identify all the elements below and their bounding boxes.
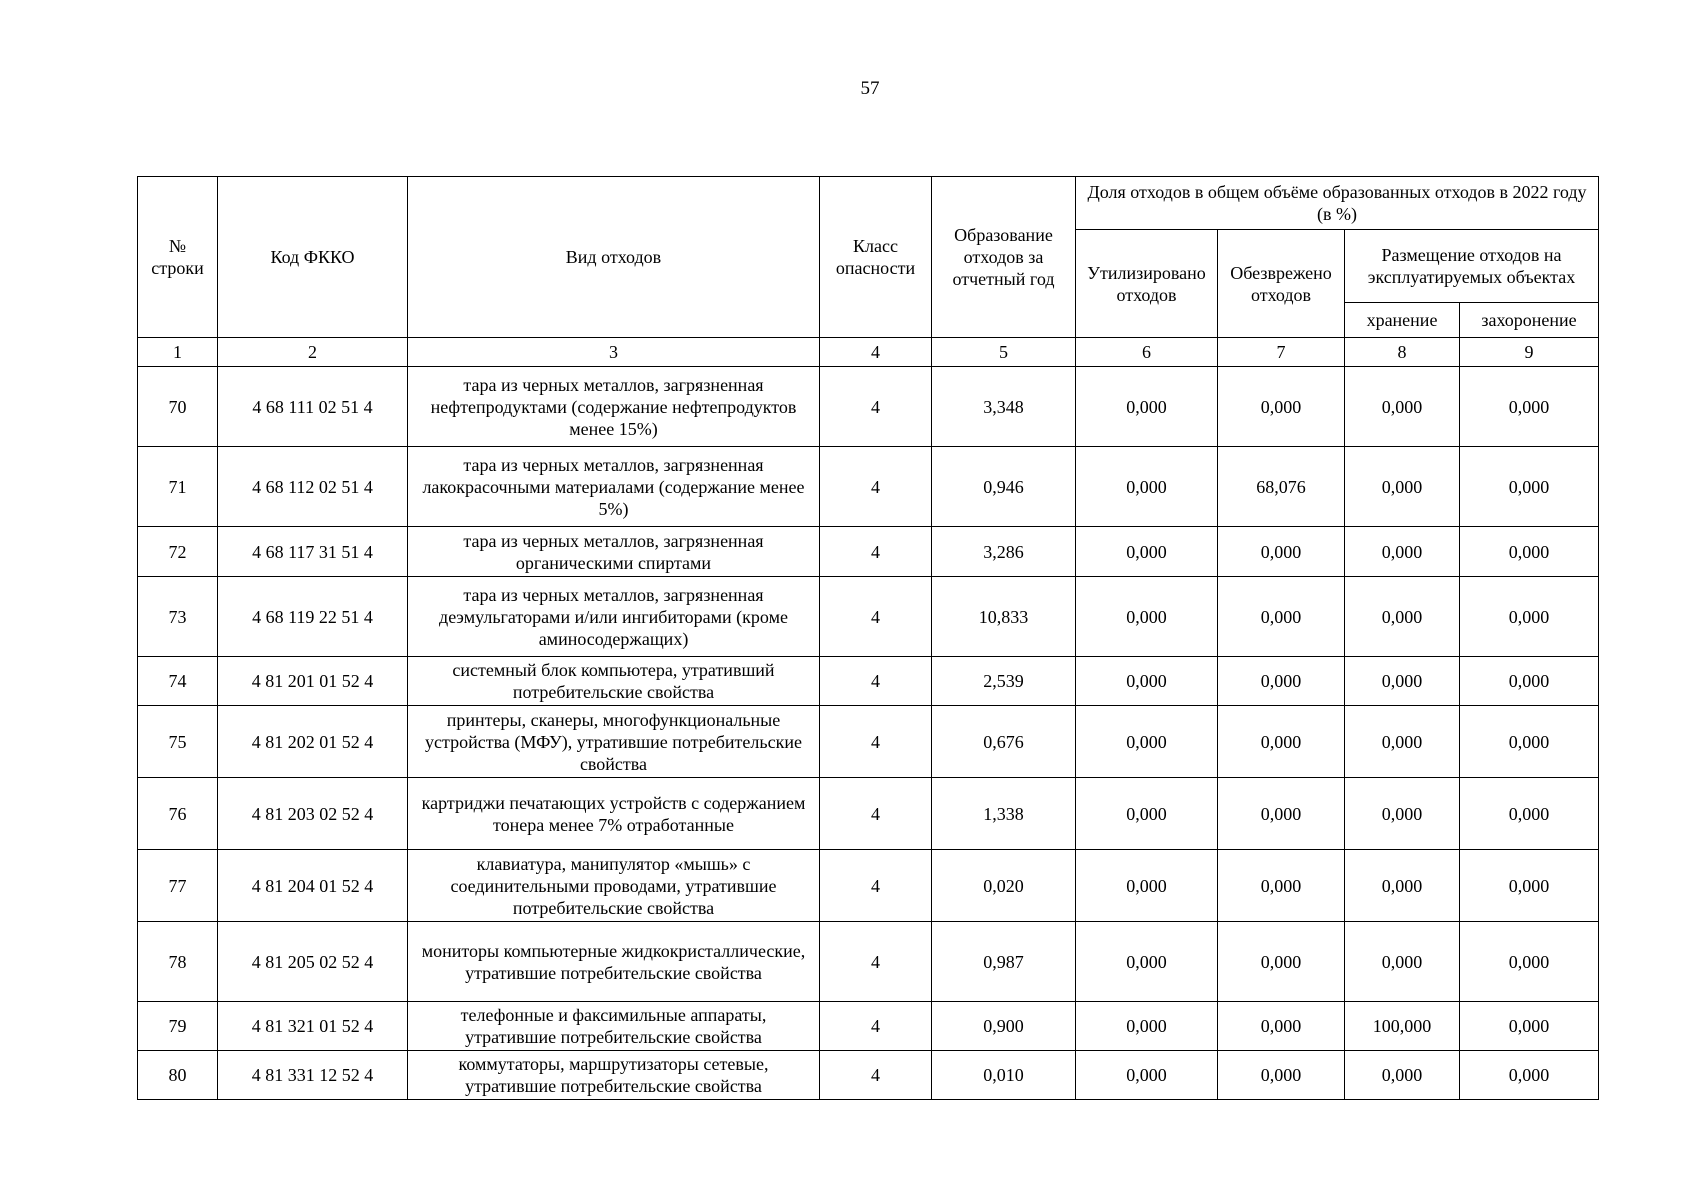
table-row — [138, 657, 1599, 706]
burial-cell: 0,000 — [1460, 778, 1599, 850]
header-row-no: № строки — [138, 177, 218, 338]
fkko-code-cell: 4 68 119 22 51 4 — [218, 577, 408, 657]
neutralized-cell: 0,000 — [1218, 1051, 1345, 1100]
fkko-code-cell: 4 68 112 02 51 4 — [218, 447, 408, 527]
utilized-cell: 0,000 — [1076, 657, 1218, 706]
waste-type-cell: клавиатура, манипулятор «мышь» с соединительными проводами, утратившие потребительские свойства — [408, 850, 820, 922]
burial-cell: 0,000 — [1460, 367, 1599, 447]
hazard-class-cell: 4 — [820, 657, 932, 706]
row-number-cell: 79 — [138, 1002, 218, 1051]
generated-cell: 2,539 — [932, 657, 1076, 706]
row-number-cell: 73 — [138, 577, 218, 657]
hazard-class-cell: 4 — [820, 527, 932, 577]
header-generated: Образование отходов за отчетный год — [932, 177, 1076, 338]
table-row — [138, 367, 1599, 447]
hazard-class-cell: 4 — [820, 850, 932, 922]
burial-cell: 0,000 — [1460, 527, 1599, 577]
neutralized-cell: 0,000 — [1218, 778, 1345, 850]
neutralized-cell: 0,000 — [1218, 1002, 1345, 1051]
row-number-cell: 72 — [138, 527, 218, 577]
neutralized-cell: 0,000 — [1218, 527, 1345, 577]
waste-type-cell: тара из черных металлов, загрязненная деэмульгаторами и/или ингибиторами (кроме аминосодержащих) — [408, 577, 820, 657]
neutralized-cell: 68,076 — [1218, 447, 1345, 527]
waste-type-cell: картриджи печатающих устройств с содержанием тонера менее 7% отработанные — [408, 778, 820, 850]
table-row — [138, 706, 1599, 778]
header-fkko-code: Код ФККО — [218, 177, 408, 338]
fkko-code-cell: 4 81 201 01 52 4 — [218, 657, 408, 706]
column-number: 7 — [1218, 338, 1345, 367]
generated-cell: 3,286 — [932, 527, 1076, 577]
header-waste-type: Вид отходов — [408, 177, 820, 338]
column-number: 4 — [820, 338, 932, 367]
storage-cell: 0,000 — [1345, 657, 1460, 706]
row-number-cell: 80 — [138, 1051, 218, 1100]
burial-cell: 0,000 — [1460, 1002, 1599, 1051]
hazard-class-cell: 4 — [820, 706, 932, 778]
utilized-cell: 0,000 — [1076, 1002, 1218, 1051]
burial-cell: 0,000 — [1460, 850, 1599, 922]
waste-type-cell: системный блок компьютера, утративший потребительские свойства — [408, 657, 820, 706]
row-number-cell: 71 — [138, 447, 218, 527]
storage-cell: 0,000 — [1345, 577, 1460, 657]
storage-cell: 0,000 — [1345, 706, 1460, 778]
fkko-code-cell: 4 81 202 01 52 4 — [218, 706, 408, 778]
fkko-code-cell: 4 81 205 02 52 4 — [218, 922, 408, 1002]
generated-cell: 0,946 — [932, 447, 1076, 527]
fkko-code-cell: 4 68 117 31 51 4 — [218, 527, 408, 577]
utilized-cell: 0,000 — [1076, 1051, 1218, 1100]
neutralized-cell: 0,000 — [1218, 706, 1345, 778]
waste-table — [137, 176, 1599, 1100]
waste-type-cell: принтеры, сканеры, многофункциональные устройства (МФУ), утратившие потребительские свойства — [408, 706, 820, 778]
waste-type-cell: мониторы компьютерные жидкокристаллические, утратившие потребительские свойства — [408, 922, 820, 1002]
utilized-cell: 0,000 — [1076, 577, 1218, 657]
storage-cell: 0,000 — [1345, 447, 1460, 527]
utilized-cell: 0,000 — [1076, 367, 1218, 447]
burial-cell: 0,000 — [1460, 657, 1599, 706]
table-row — [138, 577, 1599, 657]
waste-type-cell: коммутаторы, маршрутизаторы сетевые, утратившие потребительские свойства — [408, 1051, 820, 1100]
fkko-code-cell: 4 81 321 01 52 4 — [218, 1002, 408, 1051]
generated-cell: 10,833 — [932, 577, 1076, 657]
waste-type-cell: тара из черных металлов, загрязненная органическими спиртами — [408, 527, 820, 577]
burial-cell: 0,000 — [1460, 922, 1599, 1002]
neutralized-cell: 0,000 — [1218, 657, 1345, 706]
neutralized-cell: 0,000 — [1218, 367, 1345, 447]
hazard-class-cell: 4 — [820, 367, 932, 447]
generated-cell: 0,020 — [932, 850, 1076, 922]
table-row — [138, 1051, 1599, 1100]
utilized-cell: 0,000 — [1076, 922, 1218, 1002]
column-number: 5 — [932, 338, 1076, 367]
storage-cell: 0,000 — [1345, 850, 1460, 922]
fkko-code-cell: 4 81 331 12 52 4 — [218, 1051, 408, 1100]
storage-cell: 0,000 — [1345, 527, 1460, 577]
table-row — [138, 922, 1599, 1002]
column-number: 1 — [138, 338, 218, 367]
column-number: 6 — [1076, 338, 1218, 367]
waste-type-cell: телефонные и факсимильные аппараты, утратившие потребительские свойства — [408, 1002, 820, 1051]
hazard-class-cell: 4 — [820, 778, 932, 850]
table-row — [138, 778, 1599, 850]
row-number-cell: 75 — [138, 706, 218, 778]
utilized-cell: 0,000 — [1076, 527, 1218, 577]
page-number: 57 — [860, 78, 880, 99]
table-body — [138, 367, 1599, 1100]
generated-cell: 0,987 — [932, 922, 1076, 1002]
neutralized-cell: 0,000 — [1218, 577, 1345, 657]
table-row — [138, 447, 1599, 527]
waste-type-cell: тара из черных металлов, загрязненная лакокрасочными материалами (содержание менее 5%) — [408, 447, 820, 527]
hazard-class-cell: 4 — [820, 1002, 932, 1051]
column-number: 3 — [408, 338, 820, 367]
storage-cell: 0,000 — [1345, 367, 1460, 447]
table-row — [138, 1002, 1599, 1051]
utilized-cell: 0,000 — [1076, 447, 1218, 527]
fkko-code-cell: 4 81 204 01 52 4 — [218, 850, 408, 922]
fkko-code-cell: 4 68 111 02 51 4 — [218, 367, 408, 447]
header-utilized: Утилизировано отходов — [1076, 230, 1218, 338]
header-storage: хранение — [1345, 303, 1460, 338]
hazard-class-cell: 4 — [820, 1051, 932, 1100]
column-number: 2 — [218, 338, 408, 367]
generated-cell: 0,676 — [932, 706, 1076, 778]
burial-cell: 0,000 — [1460, 447, 1599, 527]
table-row — [138, 850, 1599, 922]
row-number-cell: 76 — [138, 778, 218, 850]
neutralized-cell: 0,000 — [1218, 850, 1345, 922]
utilized-cell: 0,000 — [1076, 778, 1218, 850]
generated-cell: 0,900 — [932, 1002, 1076, 1051]
column-number: 8 — [1345, 338, 1460, 367]
utilized-cell: 0,000 — [1076, 706, 1218, 778]
neutralized-cell: 0,000 — [1218, 922, 1345, 1002]
fkko-code-cell: 4 81 203 02 52 4 — [218, 778, 408, 850]
burial-cell: 0,000 — [1460, 577, 1599, 657]
storage-cell: 0,000 — [1345, 778, 1460, 850]
generated-cell: 3,348 — [932, 367, 1076, 447]
row-number-cell: 70 — [138, 367, 218, 447]
generated-cell: 1,338 — [932, 778, 1076, 850]
column-number: 9 — [1460, 338, 1599, 367]
header-burial: захоронение — [1460, 303, 1599, 338]
header-neutralized: Обезврежено отходов — [1218, 230, 1345, 338]
table-row — [138, 527, 1599, 577]
hazard-class-cell: 4 — [820, 447, 932, 527]
column-number-row — [138, 338, 1599, 367]
row-number-cell: 77 — [138, 850, 218, 922]
storage-cell: 0,000 — [1345, 922, 1460, 1002]
hazard-class-cell: 4 — [820, 577, 932, 657]
header-share-group: Доля отходов в общем объёме образованных отходов в 2022 году (в %) — [1076, 177, 1599, 230]
header-hazard-class: Класс опасности — [820, 177, 932, 338]
hazard-class-cell: 4 — [820, 922, 932, 1002]
generated-cell: 0,010 — [932, 1051, 1076, 1100]
row-number-cell: 74 — [138, 657, 218, 706]
header-placement: Размещение отходов на эксплуатируемых объектах — [1345, 230, 1599, 303]
burial-cell: 0,000 — [1460, 706, 1599, 778]
row-number-cell: 78 — [138, 922, 218, 1002]
utilized-cell: 0,000 — [1076, 850, 1218, 922]
waste-type-cell: тара из черных металлов, загрязненная нефтепродуктами (содержание нефтепродуктов менее 15%) — [408, 367, 820, 447]
burial-cell: 0,000 — [1460, 1051, 1599, 1100]
storage-cell: 100,000 — [1345, 1002, 1460, 1051]
storage-cell: 0,000 — [1345, 1051, 1460, 1100]
table-header — [138, 177, 1599, 367]
